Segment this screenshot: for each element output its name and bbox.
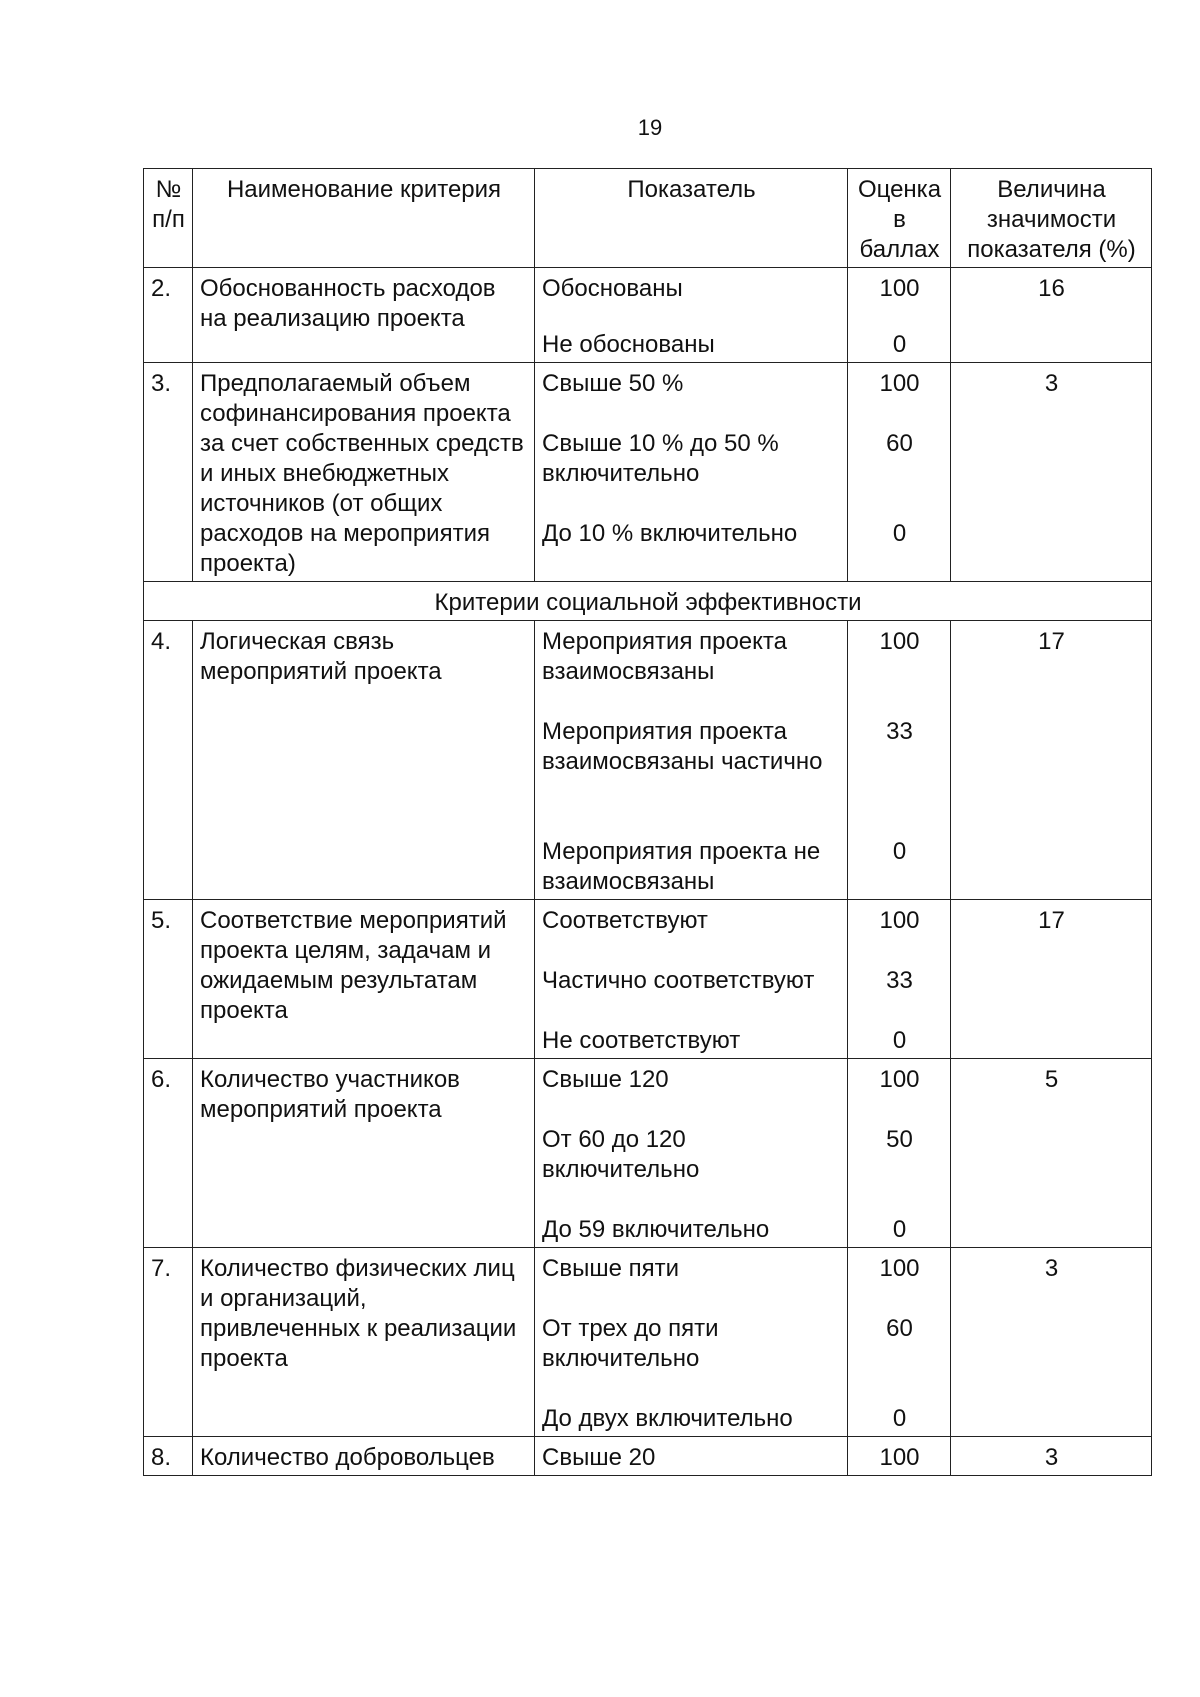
criterion-name: Предполагаемый объем софинансирования проекта за счет собственных средств и иных внебюджетных источников (от общих расходов на мероприятия проекта) xyxy=(193,363,535,582)
criterion-name: Количество участников мероприятий проекта xyxy=(193,1059,535,1248)
score-value: 0 xyxy=(892,838,907,865)
indicator-cell xyxy=(535,621,848,900)
indicator-option: До 59 включительно xyxy=(542,1216,770,1243)
score-value: 0 xyxy=(892,331,907,358)
indicator-cell xyxy=(535,268,848,363)
header-weight: Величина значимости показателя (%) xyxy=(951,169,1152,268)
criteria-table xyxy=(143,168,1152,1476)
criterion-name: Количество физических лиц и организаций, привлеченных к реализации проекта xyxy=(193,1248,535,1437)
score-cell xyxy=(848,1437,951,1476)
indicator-option: Свыше пяти xyxy=(542,1255,679,1282)
score-cell xyxy=(848,1059,951,1248)
score-value: 50 xyxy=(886,1126,913,1153)
score-value: 0 xyxy=(892,520,907,547)
row-num: 4. xyxy=(144,621,193,900)
score-cell xyxy=(848,621,951,900)
indicator-option: Свыше 120 xyxy=(542,1066,669,1093)
score-value: 0 xyxy=(892,1216,907,1243)
weight-value: 3 xyxy=(951,1437,1152,1476)
table-row xyxy=(144,621,1152,900)
indicator-option: От 60 до 120 включительно xyxy=(542,1126,700,1183)
indicator-option: Не соответствуют xyxy=(542,1027,741,1054)
indicator-option: Не обоснованы xyxy=(542,331,715,358)
indicator-option: Мероприятия проекта взаимосвязаны частично xyxy=(542,718,823,775)
table-row xyxy=(144,900,1152,1059)
score-value: 100 xyxy=(879,1444,920,1471)
score-cell xyxy=(848,1248,951,1437)
row-num: 3. xyxy=(144,363,193,582)
indicator-option: Частично соответствуют xyxy=(542,967,815,994)
indicator-cell xyxy=(535,1248,848,1437)
score-value: 60 xyxy=(886,430,913,457)
score-cell xyxy=(848,363,951,582)
indicator-option: Мероприятия проекта взаимосвязаны xyxy=(542,628,787,685)
criterion-name: Соответствие мероприятий проекта целям, задачам и ожидаемым результатам проекта xyxy=(193,900,535,1059)
score-value: 0 xyxy=(892,1405,907,1432)
weight-value: 16 xyxy=(951,268,1152,363)
row-num: 6. xyxy=(144,1059,193,1248)
score-value: 100 xyxy=(879,370,920,397)
score-value: 33 xyxy=(886,718,913,745)
score-value: 100 xyxy=(879,1255,920,1282)
score-value: 100 xyxy=(879,275,920,302)
table-row xyxy=(144,268,1152,363)
score-value: 100 xyxy=(879,1066,920,1093)
indicator-option: До 10 % включительно xyxy=(542,520,798,547)
header-score: Оценка в баллах xyxy=(848,169,951,268)
score-cell xyxy=(848,268,951,363)
row-num: 7. xyxy=(144,1248,193,1437)
table-row xyxy=(144,1248,1152,1437)
indicator-cell xyxy=(535,900,848,1059)
indicator-cell xyxy=(535,1437,848,1476)
table-row xyxy=(144,363,1152,582)
score-value: 60 xyxy=(886,1315,913,1342)
score-cell xyxy=(848,900,951,1059)
page-number: 19 xyxy=(637,115,663,140)
weight-value: 5 xyxy=(951,1059,1152,1248)
indicator-option: Соответствуют xyxy=(542,907,708,934)
criterion-name: Количество добровольцев xyxy=(193,1437,535,1476)
score-value: 100 xyxy=(879,907,920,934)
row-num: 2. xyxy=(144,268,193,363)
row-num: 5. xyxy=(144,900,193,1059)
indicator-option: До двух включительно xyxy=(542,1405,793,1432)
indicator-option: Свыше 20 xyxy=(542,1444,656,1471)
indicator-option: Обоснованы xyxy=(542,275,683,302)
weight-value: 17 xyxy=(951,621,1152,900)
row-num: 8. xyxy=(144,1437,193,1476)
table-row xyxy=(144,1437,1152,1476)
header-name: Наименование критерия xyxy=(193,169,535,268)
indicator-cell xyxy=(535,1059,848,1248)
score-value: 0 xyxy=(892,1027,907,1054)
section-row xyxy=(144,582,1152,621)
weight-value: 3 xyxy=(951,1248,1152,1437)
weight-value: 17 xyxy=(951,900,1152,1059)
score-value: 100 xyxy=(879,628,920,655)
header-indicator: Показатель xyxy=(535,169,848,268)
indicator-option: Мероприятия проекта не взаимосвязаны xyxy=(542,838,821,895)
criterion-name: Логическая связь мероприятий проекта xyxy=(193,621,535,900)
section-title: Критерии социальной эффективности xyxy=(144,582,1152,621)
table-row xyxy=(144,1059,1152,1248)
weight-value: 3 xyxy=(951,363,1152,582)
criterion-name: Обоснованность расходов на реализацию проекта xyxy=(193,268,535,363)
indicator-option: От трех до пяти включительно xyxy=(542,1315,719,1372)
score-value: 33 xyxy=(886,967,913,994)
indicator-option: Свыше 10 % до 50 % включительно xyxy=(542,430,779,487)
header-num: № п/п xyxy=(144,169,193,268)
indicator-cell xyxy=(535,363,848,582)
indicator-option: Свыше 50 % xyxy=(542,370,684,397)
table-header-row xyxy=(144,169,1152,268)
